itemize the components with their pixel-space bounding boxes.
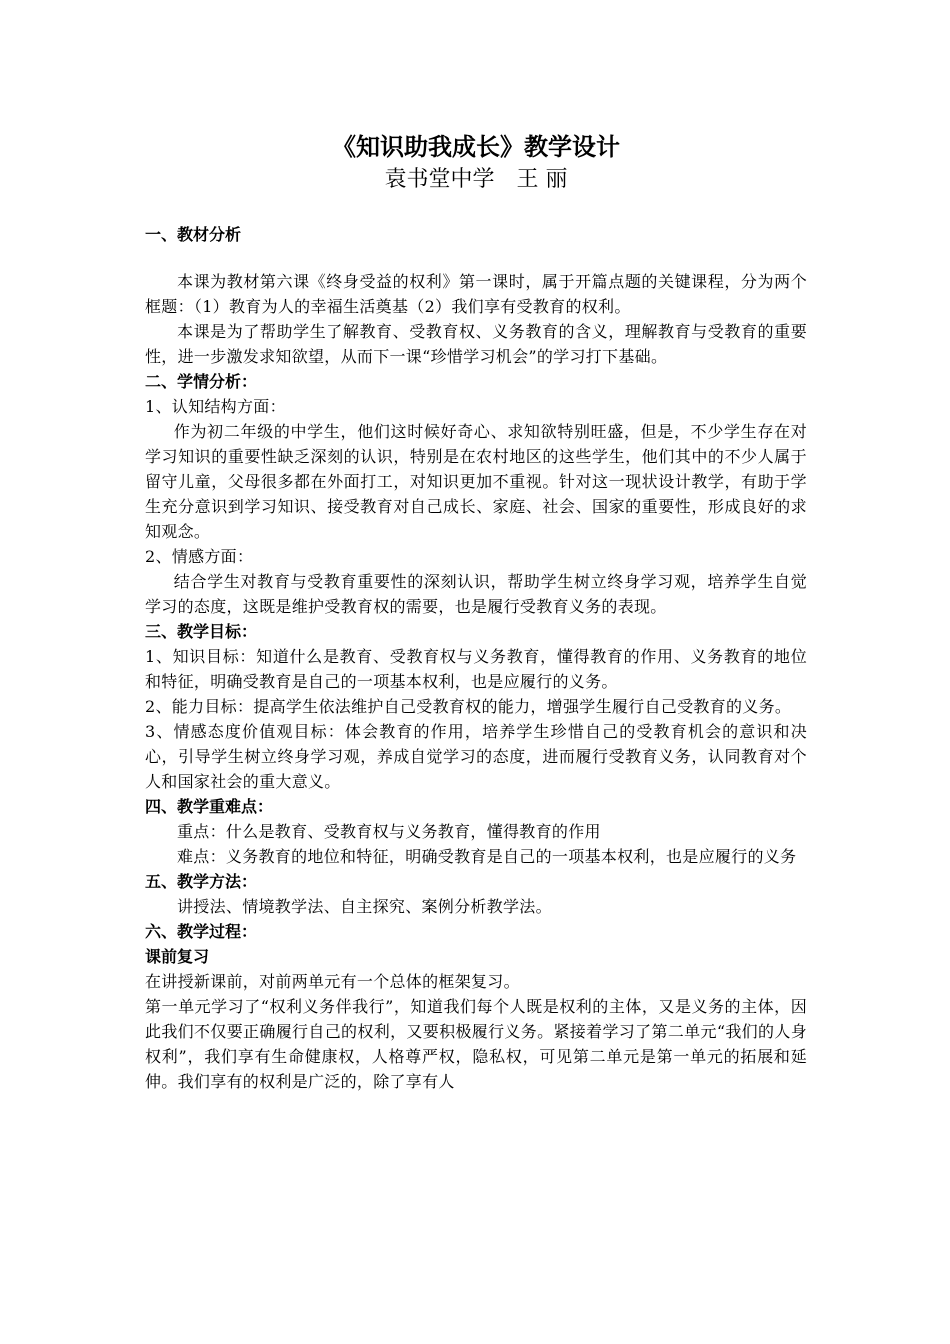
paragraph: 1、知识目标：知道什么是教育、受教育权与义务教育，懂得教育的作用、义务教育的地位和特征，明确受教育是自己的一项基本权利，也是应履行的义务。 xyxy=(145,647,807,691)
paragraph: 本课是为了帮助学生了解教育、受教育权、义务教育的含义，理解教育与受教育的重要性，进一步激发求知欲望，从而下一课“珍惜学习机会”的学习打下基础。 xyxy=(145,322,807,366)
paragraph: 本课为教材第六课《终身受益的权利》第一课时，属于开篇点题的关键课程，分为两个框题：（1）教育为人的幸福生活奠基（2）我们享有受教育的权利。 xyxy=(145,272,807,316)
paragraph: 讲授法、情境教学法、自主探究、案例分析教学法。 xyxy=(177,897,552,916)
document-title: 《知识助我成长》教学设计 xyxy=(332,132,620,161)
section-heading-textbook-analysis: 一、教材分析 xyxy=(145,225,242,244)
document-page xyxy=(145,130,807,1094)
paragraph: 2、能力目标：提高学生依法维护自己受教育权的能力，增强学生履行自己受教育的义务。 xyxy=(145,697,792,716)
subheading-review: 课前复习 xyxy=(145,947,210,966)
subheading: 2、情感方面： xyxy=(145,547,254,566)
paragraph: 重点：什么是教育、受教育权与义务教育，懂得教育的作用 xyxy=(177,822,601,841)
paragraph: 第一单元学习了“权利义务伴我行”，知道我们每个人既是权利的主体，又是义务的主体，因此我们不仅要正确履行自己的权利，又要积极履行义务。紧接着学习了第二单元“我们的人身权利”，我们享有生命健康权，人格尊严权，隐私权，可见第二单元是第一单元的拓展和延伸。我们享有的权利是广泛的，除了享有人 xyxy=(145,997,807,1091)
document-author: 袁书堂中学 王 丽 xyxy=(384,167,568,192)
paragraph: 结合学生对教育与受教育重要性的深刻认识，帮助学生树立终身学习观，培养学生自觉学习的态度，这既是维护受教育权的需要，也是履行受教育义务的表现。 xyxy=(145,572,807,616)
section-heading-teaching-process: 六、教学过程： xyxy=(145,922,258,941)
paragraph: 难点：义务教育的地位和特征，明确受教育是自己的一项基本权利，也是应履行的义务 xyxy=(177,847,797,866)
paragraph: 作为初二年级的中学生，他们这时候好奇心、求知欲特别旺盛，但是，不少学生存在对学习知识的重要性缺乏深刻的认识，特别是在农村地区的这些学生，他们其中的不少人属于留守儿童，父母很多都在外面打工，对知识更加不重视。针对这一现状设计教学，有助于学生充分意识到学习知识、接受教育对自己成长、家庭、社会、国家的重要性，形成良好的求知观念。 xyxy=(145,422,807,541)
section-heading-student-analysis: 二、学情分析： xyxy=(145,372,258,391)
section-heading-teaching-goals: 三、教学目标： xyxy=(145,622,258,641)
paragraph: 在讲授新课前，对前两单元有一个总体的框架复习。 xyxy=(145,972,520,991)
section-heading-key-points: 四、教学重难点： xyxy=(145,797,274,816)
paragraph: 3、情感态度价值观目标：体会教育的作用，培养学生珍惜自己的受教育机会的意识和决心，引导学生树立终身学习观，养成自觉学习的态度，进而履行受教育义务，认同教育对个人和国家社会的重大意义。 xyxy=(145,722,807,791)
subheading: 1、认知结构方面： xyxy=(145,397,286,416)
section-heading-teaching-methods: 五、教学方法： xyxy=(145,872,258,891)
